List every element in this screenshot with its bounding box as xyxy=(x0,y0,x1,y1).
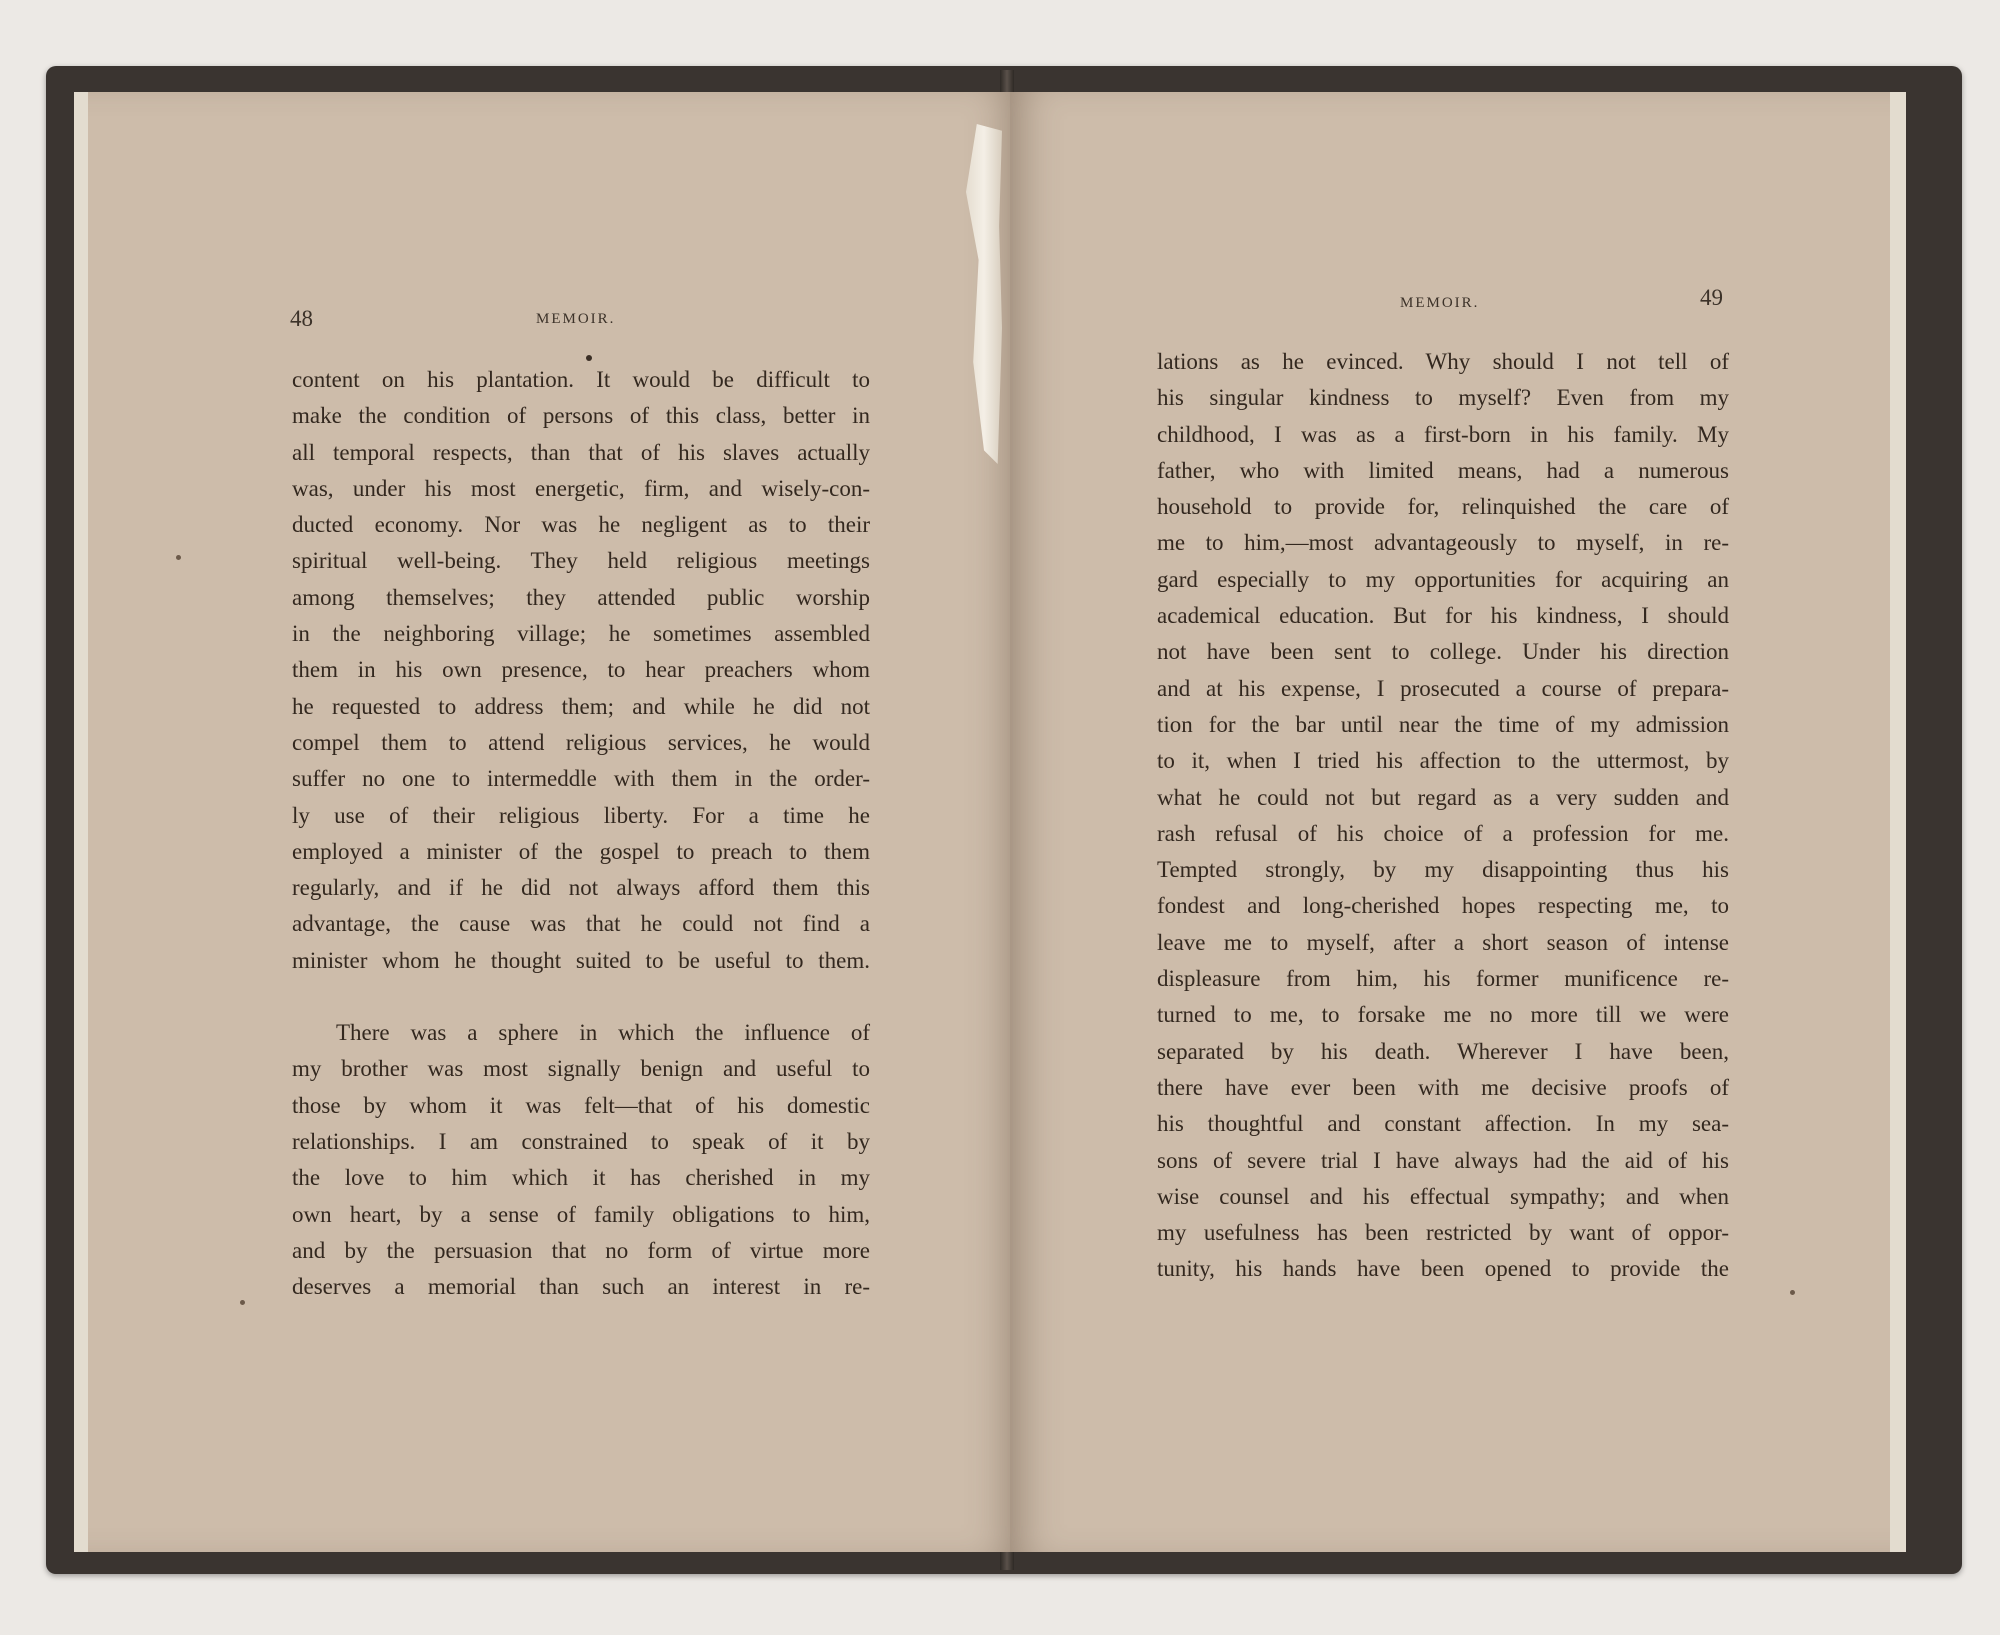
text-line: There was a sphere in which the influence of xyxy=(336,1020,870,1046)
text-line: deserves a memorial than such an interest in re- xyxy=(292,1274,870,1300)
text-line: leave me to myself, after a short season of intense xyxy=(1157,929,1729,955)
text-line: rash refusal of his choice of a profession for me. xyxy=(1157,820,1729,846)
text-line: there have ever been with me decisive proofs of xyxy=(1157,1074,1729,1100)
text-line: wise counsel and his effectual sympathy; and when xyxy=(1157,1183,1729,1209)
text-line: relationships. I am constrained to speak of it by xyxy=(292,1128,870,1154)
text-line: lations as he evinced. Why should I not tell of xyxy=(1157,349,1729,374)
text-line: suffer no one to intermeddle with them in the order- xyxy=(292,766,870,792)
text-line: household to provide for, relinquished the care of xyxy=(1157,494,1729,520)
right-page-number: 49 xyxy=(1700,285,1723,310)
left-paragraph-1 xyxy=(292,362,870,979)
text-line: tunity, his hands have been opened to provide the xyxy=(1157,1256,1729,1282)
text-line: the love to him which it has cherished in my xyxy=(292,1165,870,1191)
text-line: my usefulness has been restricted by want of oppor- xyxy=(1157,1220,1729,1246)
left-paragraph-2 xyxy=(292,1015,870,1305)
text-line: academical education. But for his kindness, I should xyxy=(1157,603,1729,629)
text-line: he requested to address them; and while he did not xyxy=(292,693,870,719)
text-line: to it, when I tried his affection to the uttermost, by xyxy=(1157,748,1729,774)
text-line: his thoughtful and constant affection. In my sea- xyxy=(1157,1111,1729,1137)
text-line: separated by his death. Wherever I have been, xyxy=(1157,1038,1729,1064)
text-line: his singular kindness to myself? Even from my xyxy=(1157,385,1729,411)
text-line: not have been sent to college. Under his direction xyxy=(1157,639,1729,665)
text-line: and at his expense, I prosecuted a course of prepara- xyxy=(1157,675,1729,701)
text-line: displeasure from him, his former munificence re- xyxy=(1157,966,1729,992)
ink-speck xyxy=(176,555,181,560)
text-line: compel them to attend religious services, he would xyxy=(292,729,870,755)
text-line: spiritual well-being. They held religious meetings xyxy=(292,548,870,574)
right-page-text xyxy=(1157,344,1729,1288)
text-line: make the condition of persons of this class, better in xyxy=(292,403,870,429)
text-line: gard especially to my opportunities for acquiring an xyxy=(1157,566,1729,592)
text-line: minister whom he thought suited to be useful to them. xyxy=(292,947,870,973)
text-line: own heart, by a sense of family obligations to him, xyxy=(292,1201,870,1227)
text-line: me to him,—most advantageously to myself, in re- xyxy=(1157,530,1729,556)
text-line: advantage, the cause was that he could not find a xyxy=(292,911,870,937)
text-line: father, who with limited means, had a numerous xyxy=(1157,457,1729,483)
text-line: ly use of their religious liberty. For a time he xyxy=(292,802,870,828)
right-paragraph xyxy=(1157,344,1729,1288)
left-running-title: MEMOIR. xyxy=(536,311,616,327)
text-line: them in his own presence, to hear preachers whom xyxy=(292,657,870,683)
right-running-title: MEMOIR. xyxy=(1400,295,1480,311)
ink-speck xyxy=(1790,1290,1795,1295)
text-line: in the neighboring village; he sometimes assembled xyxy=(292,621,870,647)
text-line: was, under his most energetic, firm, and wisely-con- xyxy=(292,475,870,501)
left-page-text xyxy=(292,362,870,1305)
text-line: childhood, I was as a first-born in his family. My xyxy=(1157,421,1729,447)
text-line: employed a minister of the gospel to preach to them xyxy=(292,838,870,864)
text-line: and by the persuasion that no form of virtue more xyxy=(292,1237,870,1263)
text-line: tion for the bar until near the time of my admission xyxy=(1157,711,1729,737)
text-line: content on his plantation. It would be difficult to xyxy=(292,367,870,392)
text-line: sons of severe trial I have always had the aid of his xyxy=(1157,1147,1729,1173)
ink-speck xyxy=(586,355,592,361)
text-line: fondest and long-cherished hopes respecting me, to xyxy=(1157,893,1729,919)
text-line: my brother was most signally benign and useful to xyxy=(292,1056,870,1082)
text-line: all temporal respects, than that of his slaves actually xyxy=(292,439,870,465)
text-line: ducted economy. Nor was he negligent as to their xyxy=(292,512,870,538)
text-line: those by whom it was felt—that of his domestic xyxy=(292,1092,870,1118)
text-line: turned to me, to forsake me no more till we were xyxy=(1157,1002,1729,1028)
left-page-number: 48 xyxy=(290,306,313,331)
text-line: Tempted strongly, by my disappointing thus his xyxy=(1157,857,1729,883)
text-line: what he could not but regard as a very sudden and xyxy=(1157,784,1729,810)
ink-speck xyxy=(240,1300,245,1305)
text-line: among themselves; they attended public worship xyxy=(292,584,870,610)
text-line: regularly, and if he did not always afford them this xyxy=(292,875,870,901)
